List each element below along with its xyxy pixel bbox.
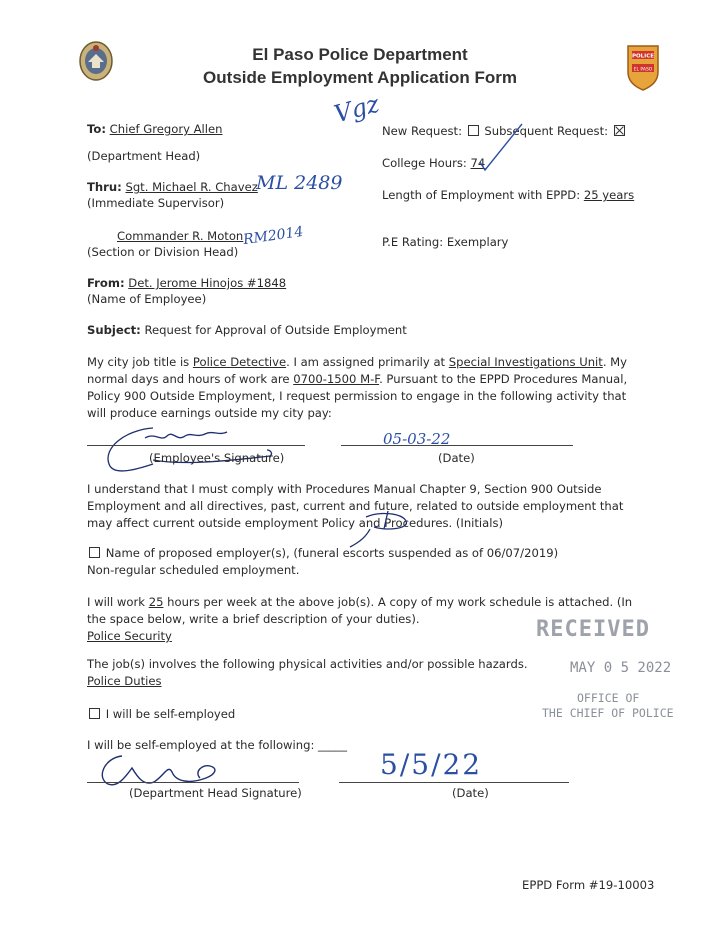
to-field: [87, 122, 222, 136]
department-head-date-label: (Date): [452, 786, 489, 800]
received-stamp-date: MAY 0 5 2022: [570, 660, 672, 676]
self-employed-row: [87, 707, 235, 721]
police-badge-logo: [626, 42, 660, 92]
college-hours-value: 74: [470, 156, 486, 170]
length-label: Length of Employment with EPPD:: [382, 188, 581, 202]
assignment: Special Investigations Unit: [448, 355, 603, 369]
job-details-paragraph: My city job title is Police Detective. I am assigned primarily at Special Investigations Unit. My normal days and hours of work are 0700-1500 M-F. Pursuant to the EPPD Procedures Manual, Policy 900 Outside Employment, I request permission to engage in the following activity that will produce earnings outside my city pay:: [87, 355, 628, 420]
college-hours-row: [382, 156, 485, 170]
employer-label: Name of proposed employer(s), (funeral escorts suspended as of 06/07/2019): [105, 546, 559, 560]
initials-mark: [340, 505, 420, 551]
length-employment-row: [382, 188, 634, 202]
activities-value: Police Duties: [87, 674, 162, 688]
employee-signature-line: [87, 445, 305, 446]
activities-text: The job(s) involves the following physical activities and/or possible hazards.: [87, 657, 528, 671]
work-hours: 0700-1500 M-F: [293, 372, 380, 386]
to-name: Chief Gregory Allen: [109, 122, 223, 136]
self-employed-checkbox[interactable]: [89, 708, 100, 719]
college-hours-label: College Hours:: [382, 156, 467, 170]
received-stamp: RECEIVED: [536, 617, 650, 642]
approval-initials: Vgz: [331, 89, 383, 129]
thru-role: (Immediate Supervisor): [87, 196, 225, 210]
from-name: Det. Jerome Hinojos #1848: [128, 276, 287, 290]
form-title-line2: Outside Employment Application Form: [203, 68, 517, 87]
department-head-signature-line: [87, 782, 299, 783]
to-label: To:: [87, 122, 106, 136]
department-head-date: 5/5/22: [380, 748, 483, 781]
compliance-paragraph: I understand that I must comply with Procedures Manual Chapter 9, Section 900 Outside Employment and all directives, past, current and future, related to outside employment that may affect current outside employment Policy and Procedures. (Initials): [87, 482, 624, 530]
section-head-role: (Section or Division Head): [87, 245, 239, 259]
subject-line: [87, 323, 407, 337]
employee-signature-date: 05-03-22: [383, 430, 451, 448]
subject-label: Subject:: [87, 323, 141, 337]
new-request-label: New Request:: [382, 124, 462, 138]
department-head-signature-label: (Department Head Signature): [129, 786, 302, 800]
form-number: EPPD Form #19-10003: [522, 878, 655, 892]
job-title: Police Detective: [192, 355, 287, 369]
from-label: From:: [87, 276, 125, 290]
section-head-name: Commander R. Moton: [117, 229, 244, 243]
employee-date-label: (Date): [438, 451, 475, 465]
badge-text-bottom: EL PASO: [633, 67, 653, 73]
from-field: [87, 276, 286, 290]
employee-date-line: [341, 445, 573, 446]
duties-value: Police Security: [87, 629, 172, 643]
employer-row: [87, 546, 558, 560]
department-head-date-line: [339, 782, 569, 783]
thru-label: Thru:: [87, 180, 122, 194]
thru-handwritten-initials: ML 2489: [256, 172, 343, 194]
form-title-line1: El Paso Police Department: [252, 45, 468, 64]
pe-rating: P.E Rating: Exemplary: [382, 235, 509, 249]
length-value: 25 years: [583, 188, 635, 202]
check-mark-stroke: [476, 120, 526, 174]
to-role: (Department Head): [87, 149, 201, 163]
subject-text: Request for Approval of Outside Employment: [144, 323, 407, 337]
thru-name: Sgt. Michael R. Chavez: [125, 180, 258, 194]
self-employed-following: I will be self-employed at the following: _____: [87, 738, 348, 752]
subsequent-request-label: Subsequent Request:: [484, 124, 609, 138]
office-stamp-line2: THE CHIEF OF POLICE: [542, 706, 674, 720]
from-role: (Name of Employee): [87, 292, 207, 306]
hours-paragraph: I will work 25 hours per week at the above job(s). A copy of my work schedule is attached. (In the space below, write a brief description of your duties). Police Security: [87, 595, 633, 643]
employee-signature-label: (Employee's Signature): [149, 451, 285, 465]
employment-type: Non-regular scheduled employment.: [87, 563, 300, 577]
employer-checkbox[interactable]: [89, 547, 100, 558]
subsequent-request-checkbox[interactable]: [614, 125, 625, 136]
thru-field: [87, 180, 258, 194]
section-head-handwritten: RM2014: [242, 223, 305, 249]
badge-text-top: POLICE: [631, 53, 655, 60]
hours-value: 25: [148, 595, 164, 609]
office-stamp-line1: OFFICE OF: [577, 691, 640, 705]
self-employed-label: I will be self-employed: [105, 707, 236, 721]
